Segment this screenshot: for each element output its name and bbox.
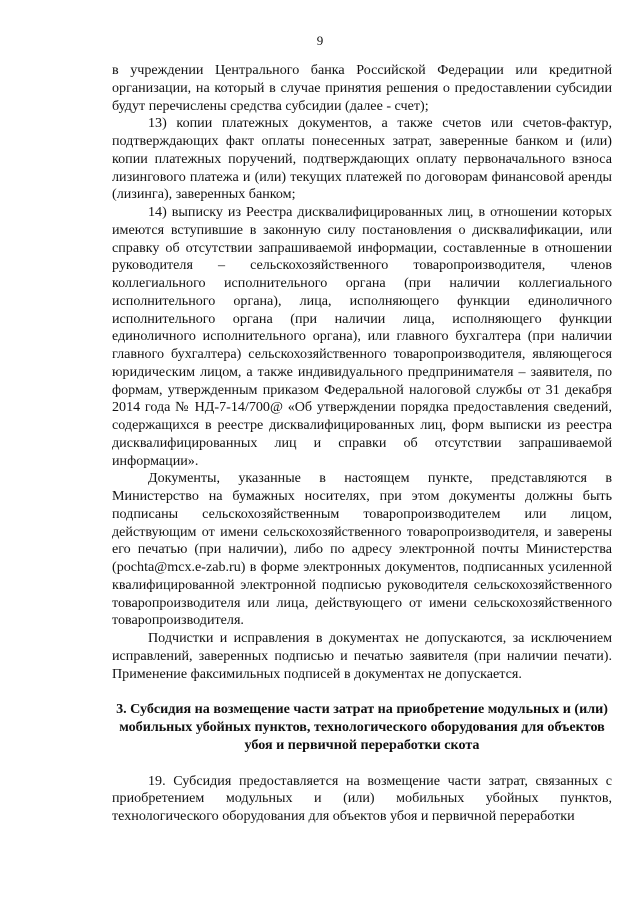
paragraph-bank-account: в учреждении Центрального банка Российской Федерации или кредитной организации, на который в случае принятия решения о предоставлении субсидии будут перечислены средства субсидии (далее - счет);: [112, 62, 612, 114]
paragraph-documents-submission: Документы, указанные в настоящем пункте, представляются в Министерство на бумажных носителях, при этом документы должны быть подписаны сельскохозяйственным товаропроизводителем или лицом, действующим от имени сельскохозяйственного товаропроизводителя, и заверены его печатью (при наличии), либо по адресу электронной почты Министерства (pochta@mcx.e-zab.ru) в форме электронных документов, подписанных усиленной квалифицированной электронной подписью руководителя сельскохозяйственного товаропроизводителя или лица, действующего от имени сельскохозяйственного товаропроизводителя.: [112, 470, 612, 629]
paragraph-corrections: Подчистки и исправления в документах не допускаются, за исключением исправлений, заверенных подписью и печатью заявителя (при наличии печати). Применение факсимильных подписей в документах не допускается.: [112, 630, 612, 682]
paragraph-item-14: 14) выписку из Реестра дисквалифицированных лиц, в отношении которых имеются вступившие в законную силу постановления о дисквалификации, или справку об отсутствии запрашиваемой информации, составленные в отношении руководителя – сельскохозяйственного товаропроизводителя, членов коллегиального исполнительного органа (при наличии коллегиального исполнительного органа), лица, исполняющего функции единоличного исполнительного органа (при наличии лица, исполняющего функции единоличного исполнительного органа), или главного бухгалтера (при наличии главного бухгалтера) сельскохозяйственного товаропроизводителя, являющегося юридическим лицом, а также индивидуального предпринимателя – заявителя, по формам, утвержденным приказом Федеральной налоговой службы от 31 декабря 2014 года № НД-7-14/700@ «Об утверждении порядка предоставления сведений, содержащихся в реестре дисквалифицированных лиц, форм выписки из реестра дисквалифицированных лиц и справки об отсутствии запрашиваемой информации».: [112, 204, 612, 469]
paragraph-item-19: 19. Субсидия предоставляется на возмещение части затрат, связанных с приобретением модульных и (или) мобильных убойных пунктов, технологического оборудования для объектов убоя и первичной переработки: [112, 772, 612, 824]
document-body: [112, 62, 612, 826]
paragraph-item-13: 13) копии платежных документов, а также счетов или счетов-фактур, подтверждающих факт оплаты понесенных затрат, заверенные банком и (или) копии платежных поручений, подтверждающих оплату первоначального взноса лизингового платежа и (или) текущих платежей по договорам финансовой аренды (лизинга), заверенных банком;: [112, 115, 612, 203]
heading-spacer: [112, 755, 612, 773]
section-heading: 3. Субсидия на возмещение части затрат на приобретение модульных и (или) мобильных убойных пунктов, технологического оборудования для объектов убоя и первичной переработки скота: [116, 701, 608, 753]
page-number: 9: [316, 33, 324, 48]
